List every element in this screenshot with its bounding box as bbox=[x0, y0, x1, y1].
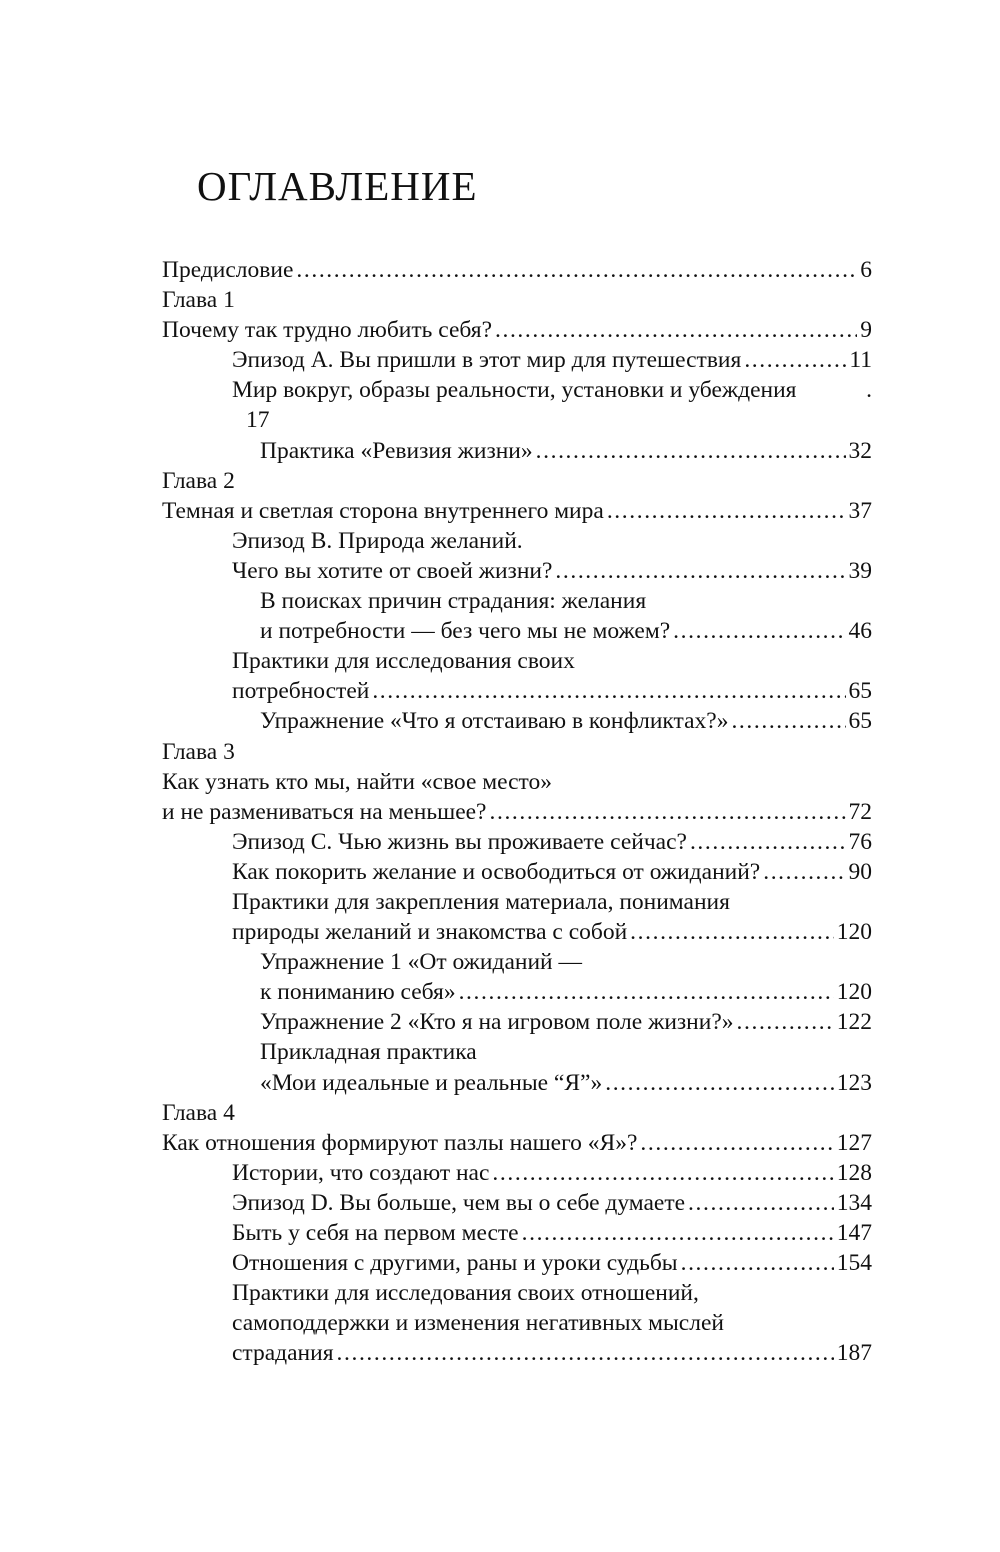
page-number: 127 bbox=[836, 1129, 872, 1156]
toc-entry-line: Упражнение 1 «От ожиданий — bbox=[260, 949, 582, 976]
toc-entry[interactable]: страдания ..... 187 bbox=[162, 1338, 872, 1368]
page-number: 37 bbox=[848, 497, 872, 524]
toc-entry[interactable]: Почему так трудно любить себя? ..... 9 bbox=[162, 315, 872, 345]
toc-entry[interactable]: «Мои идеальные и реальные “Я”» ..... 123 bbox=[162, 1068, 872, 1098]
leader-dots bbox=[737, 1007, 834, 1037]
toc-entry[interactable]: Упражнение 2 «Кто я на игровом поле жизни?» ..... 122 bbox=[162, 1007, 872, 1037]
leader-dots bbox=[630, 917, 834, 947]
page-number: 11 bbox=[849, 347, 872, 374]
leader-dots bbox=[640, 1128, 833, 1158]
toc-entry-line: В поисках причин страдания: желания bbox=[260, 588, 647, 615]
page-number: 65 bbox=[848, 708, 872, 735]
toc-entry[interactable]: Истории, что создают нас ..... 128 bbox=[162, 1158, 872, 1188]
toc-entry[interactable]: Чего вы хотите от своей жизни? ..... 39 bbox=[162, 556, 872, 586]
leader-dots bbox=[690, 827, 846, 857]
page-number: 6 bbox=[860, 257, 872, 283]
toc-entry[interactable]: потребностей ..... 65 bbox=[162, 676, 872, 706]
leader-dots bbox=[296, 255, 857, 285]
toc-entry[interactable]: Отношения с другими, раны и уроки судьбы ..... 154 bbox=[162, 1248, 872, 1278]
toc-entry-line: Практики для исследования своих отношений, bbox=[232, 1280, 699, 1307]
toc-entry[interactable]: Предисловие ..... 6 bbox=[162, 255, 872, 285]
page-number: 187 bbox=[836, 1340, 872, 1367]
leader-dots bbox=[731, 706, 845, 736]
page-number: 90 bbox=[848, 858, 872, 885]
leader-dots bbox=[673, 616, 845, 646]
toc-entry[interactable]: Мир вокруг, образы реальности, установки и убеждения . bbox=[162, 375, 872, 405]
toc-entry[interactable]: Темная и светлая сторона внутреннего мира ..... 37 bbox=[162, 496, 872, 526]
toc-entry[interactable]: Эпизод D. Вы больше, чем вы о себе думаете ..... 134 bbox=[162, 1188, 872, 1218]
leader-dots bbox=[459, 977, 834, 1007]
toc-entry-continuation: 17 bbox=[246, 407, 270, 434]
page-number: 154 bbox=[836, 1250, 872, 1277]
toc-entry-line: Прикладная практика bbox=[260, 1039, 477, 1066]
leader-dots bbox=[522, 1218, 834, 1248]
page-number: 147 bbox=[836, 1220, 872, 1246]
table-of-contents bbox=[162, 255, 872, 1368]
page-number: 39 bbox=[848, 557, 872, 584]
toc-entry-line: Практики для закрепления материала, понимания bbox=[232, 888, 730, 915]
leader-dots bbox=[681, 1248, 834, 1278]
leader-dots bbox=[372, 676, 845, 706]
page-number: 120 bbox=[836, 979, 872, 1006]
page-number: 120 bbox=[836, 919, 872, 946]
toc-chapter-heading: Глава 2 bbox=[162, 467, 235, 494]
toc-entry-line: Эпизод B. Природа желаний. bbox=[232, 527, 523, 554]
toc-entry-line: Как узнать кто мы, найти «свое место» bbox=[162, 768, 553, 795]
leader-dots bbox=[337, 1338, 834, 1368]
leader-dots bbox=[763, 857, 845, 887]
toc-entry[interactable]: и не размениваться на меньшее? ..... 72 bbox=[162, 797, 872, 827]
page-number: 134 bbox=[836, 1189, 872, 1216]
toc-entry[interactable]: Эпизод А. Вы пришли в этот мир для путешествия ..... 11 bbox=[162, 345, 872, 375]
toc-chapter-heading: Глава 4 bbox=[162, 1099, 235, 1126]
leader-dots bbox=[555, 556, 845, 586]
toc-chapter-heading: Глава 3 bbox=[162, 738, 235, 765]
page-number: 46 bbox=[848, 618, 872, 645]
leader-dots bbox=[536, 436, 846, 466]
toc-entry-line: Практики для исследования своих bbox=[232, 648, 575, 675]
toc-entry[interactable]: природы желаний и знакомства с собой ..... 120 bbox=[162, 917, 872, 947]
leader-dots bbox=[607, 496, 846, 526]
toc-entry[interactable]: и потребности — без чего мы не можем? ..... 46 bbox=[162, 616, 872, 646]
page-number: 72 bbox=[848, 798, 872, 825]
leader-dots bbox=[495, 315, 857, 345]
toc-entry[interactable]: Как покорить желание и освободиться от ожиданий? ..... 90 bbox=[162, 857, 872, 887]
leader-dots bbox=[688, 1188, 834, 1218]
leader-dots bbox=[490, 797, 846, 827]
toc-entry[interactable]: Практика «Ревизия жизни» ..... 32 bbox=[162, 436, 872, 466]
leader-dots bbox=[492, 1158, 833, 1188]
toc-entry[interactable]: Эпизод С. Чью жизнь вы проживаете сейчас? ..... 76 bbox=[162, 827, 872, 857]
page-number: 122 bbox=[836, 1009, 872, 1036]
toc-entry[interactable]: Быть у себя на первом месте ..... 147 bbox=[162, 1218, 872, 1248]
toc-entry[interactable]: Как отношения формируют пазлы нашего «Я»? ..... 127 bbox=[162, 1128, 872, 1158]
page-title: ОГЛАВЛЕНИЕ bbox=[197, 163, 478, 209]
toc-entry[interactable]: к пониманию себя» ..... 120 bbox=[162, 977, 872, 1007]
page-number: 128 bbox=[836, 1159, 872, 1186]
leader-dots bbox=[744, 345, 846, 375]
leader-dots bbox=[605, 1068, 834, 1098]
toc-chapter-heading: Глава 1 bbox=[162, 287, 235, 314]
toc-entry[interactable]: Упражнение «Что я отстаиваю в конфликтах?» ..... 65 bbox=[162, 706, 872, 736]
page-number: . bbox=[866, 377, 872, 404]
page-number: 9 bbox=[860, 317, 872, 344]
toc-entry-line: самоподдержки и изменения негативных мыслей bbox=[232, 1310, 724, 1337]
page-number: 76 bbox=[848, 828, 872, 855]
page-number: 123 bbox=[836, 1069, 872, 1096]
page-number: 32 bbox=[848, 437, 872, 464]
page-number: 65 bbox=[848, 678, 872, 705]
